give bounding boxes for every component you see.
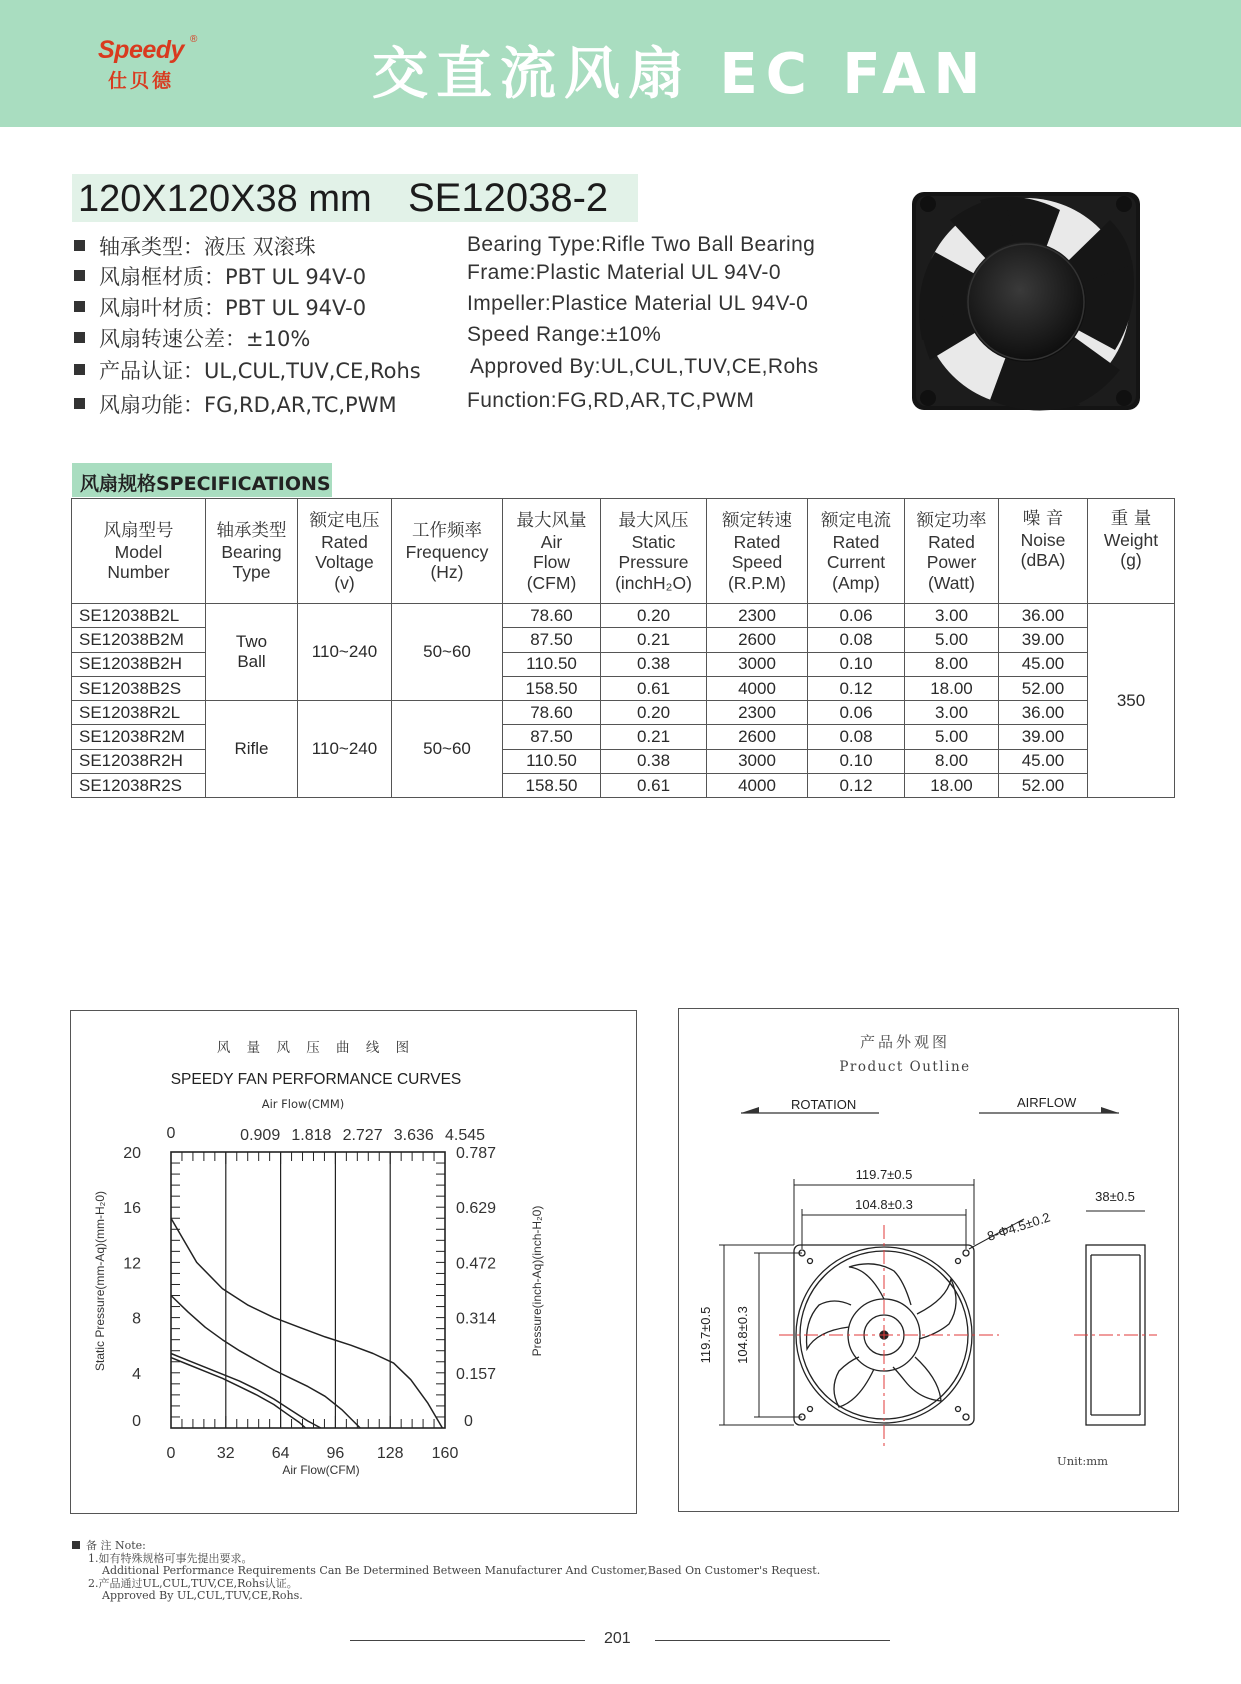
x2-tick-label: 3.636: [393, 1127, 434, 1144]
performance-curve-2: [171, 1354, 321, 1429]
note-line: Additional Performance Requirements Can Be Determined Between Manufacturer And Customer,Based On Customer's Request.: [102, 1564, 821, 1577]
chart-subtitle: SPEEDY FAN PERFORMANCE CURVES: [170, 1071, 462, 1088]
x-tick-label: 96: [326, 1445, 345, 1462]
cell-model: SE12038B2H: [72, 652, 206, 676]
x-tick-label: 0: [166, 1445, 176, 1462]
table-row: [72, 701, 1175, 725]
square-bullet-icon: [72, 1541, 80, 1549]
cell-voltage-group: 110~240: [298, 701, 392, 798]
cell-noise: 36.00: [999, 604, 1088, 628]
y2-tick-label: 0.314: [456, 1310, 497, 1328]
notes-section: [72, 1540, 820, 1603]
header-pressure: 最大风压 Static Pressure (inchH₂O): [601, 499, 707, 604]
outline-title-cn: 产品外观图: [859, 1033, 951, 1051]
cell-current: 0.08: [808, 725, 905, 749]
chart-x2-label: Air Flow(CMM): [261, 1097, 345, 1111]
x2-tick-label: 0.909: [240, 1127, 281, 1144]
chart-y2-label: Pressure(inch-Aq)(inch-H₂0): [530, 1205, 544, 1357]
unit-label: Unit:mm: [1057, 1454, 1109, 1468]
cell-noise: 45.00: [999, 749, 1088, 773]
cell-pressure: 0.20: [601, 701, 707, 725]
header-power: 额定功率 Rated Power (Watt): [905, 499, 999, 604]
footer-divider-left: [350, 1640, 585, 1641]
cell-current: 0.10: [808, 652, 905, 676]
cell-model: SE12038R2H: [72, 749, 206, 773]
cell-power: 3.00: [905, 701, 999, 725]
cell-current: 0.12: [808, 774, 905, 798]
header-current: 额定电流 Rated Current (Amp): [808, 499, 905, 604]
cell-flow: 78.60: [503, 701, 601, 725]
dim-outer-height: 119.7±0.5: [698, 1306, 713, 1364]
header-model: 风扇型号 Model Number: [72, 499, 206, 604]
cell-noise: 39.00: [999, 628, 1088, 652]
logo-chinese-name: 仕贝德: [108, 70, 175, 92]
header-speed: 额定转速 Rated Speed (R.P.M): [707, 499, 808, 604]
cell-flow: 158.50: [503, 774, 601, 798]
cell-bearing-group: Two Ball: [206, 604, 298, 701]
page-title: 交直流风扇 EC FAN: [372, 42, 989, 107]
dim-outer-width: 119.7±0.5: [855, 1167, 913, 1182]
cell-pressure: 0.20: [601, 604, 707, 628]
y-tick-label: 16: [123, 1200, 141, 1218]
spec-en-function: Function:FG,RD,AR,TC,PWM: [467, 389, 755, 412]
y2-tick-label: 0.787: [456, 1145, 497, 1162]
speedy-logo[interactable]: [92, 36, 212, 96]
cell-flow: 78.60: [503, 604, 601, 628]
performance-chart-panel: [70, 1010, 637, 1514]
x-tick-label: 64: [271, 1445, 290, 1462]
cell-power: 18.00: [905, 676, 999, 700]
fan-product-photo: [910, 190, 1150, 420]
y2-tick-label: 0.629: [456, 1200, 497, 1218]
spec-item-frame: 风扇框材质：PBT UL 94V-0: [74, 261, 366, 289]
performance-chart: [71, 1011, 638, 1515]
cell-model: SE12038R2L: [72, 701, 206, 725]
cell-model: SE12038B2S: [72, 676, 206, 700]
y2-tick-label: 0: [464, 1413, 473, 1430]
cell-speed: 3000: [707, 749, 808, 773]
cell-speed: 2300: [707, 604, 808, 628]
x-tick-label: 32: [216, 1445, 235, 1462]
cell-current: 0.06: [808, 604, 905, 628]
performance-curve-1: [171, 1358, 306, 1428]
x-tick-label: 128: [376, 1445, 404, 1462]
y-tick-label: 8: [132, 1310, 141, 1328]
cell-noise: 36.00: [999, 701, 1088, 725]
cell-speed: 2600: [707, 725, 808, 749]
chart-y-label: Static Pressure(mm-Aq)(mm-H₂0): [93, 1191, 107, 1371]
cell-pressure: 0.61: [601, 774, 707, 798]
cell-noise: 52.00: [999, 774, 1088, 798]
spec-item-bearing: 轴承类型：液压 双滚珠: [74, 231, 316, 259]
spec-item-function: 风扇功能：FG,RD,AR,TC,PWM: [74, 389, 397, 417]
spec-en-impeller: Impeller:Plastice Material UL 94V-0: [467, 292, 809, 315]
registered-mark: ®: [190, 34, 198, 45]
cell-voltage-group: 110~240: [298, 604, 392, 701]
cell-weight: 350: [1088, 604, 1175, 798]
cell-current: 0.10: [808, 749, 905, 773]
cell-speed: 2300: [707, 701, 808, 725]
cell-flow: 158.50: [503, 676, 601, 700]
cell-power: 3.00: [905, 604, 999, 628]
specifications-table: [71, 498, 1175, 798]
header-frequency: 工作频率 Frequency (Hz): [392, 499, 503, 604]
cell-noise: 39.00: [999, 725, 1088, 749]
header-noise: 噪 音 Noise (dBA): [999, 499, 1088, 604]
header-voltage: 额定电压 Rated Voltage (v): [298, 499, 392, 604]
cell-bearing-group: Rifle: [206, 701, 298, 798]
dim-inner-height: 104.8±0.3: [735, 1306, 750, 1364]
specifications-section-label: 风扇规格SPECIFICATIONS: [72, 463, 332, 497]
spec-en-approval: Approved By:UL,CUL,TUV,CE,Rohs: [470, 355, 819, 378]
notes-heading: 备 注 Note:: [86, 1539, 146, 1552]
square-bullet-icon: [74, 270, 85, 281]
spec-en-frame: Frame:Plastic Material UL 94V-0: [467, 261, 781, 284]
note-line: 2.产品通过UL,CUL,TUV,CE,Rohs认证。: [88, 1576, 298, 1590]
cell-noise: 52.00: [999, 676, 1088, 700]
square-bullet-icon: [74, 398, 85, 409]
cell-power: 8.00: [905, 749, 999, 773]
rotation-label: ROTATION: [791, 1097, 857, 1112]
dim-depth: 38±0.5: [1095, 1189, 1135, 1204]
table-header-row: [72, 499, 1175, 604]
chart-title: 风 量 风 压 曲 线 图: [216, 1040, 416, 1056]
cell-speed: 3000: [707, 652, 808, 676]
y-tick-label: 12: [123, 1255, 141, 1273]
x2-tick-label: 4.545: [444, 1127, 486, 1144]
cell-model: SE12038B2L: [72, 604, 206, 628]
table-row: [72, 604, 1175, 628]
spec-item-approval: 产品认证：UL,CUL,TUV,CE,Rohs: [74, 355, 421, 383]
note-line: Approved By UL,CUL,TUV,CE,Rohs.: [102, 1589, 303, 1602]
spec-en-bearing: Bearing Type:Rifle Two Ball Bearing: [467, 233, 816, 256]
cell-model: SE12038R2M: [72, 725, 206, 749]
cell-model: SE12038B2M: [72, 628, 206, 652]
cell-power: 5.00: [905, 725, 999, 749]
cell-noise: 45.00: [999, 652, 1088, 676]
cell-pressure: 0.38: [601, 749, 707, 773]
footer-divider-right: [655, 1640, 890, 1641]
cell-pressure: 0.38: [601, 652, 707, 676]
square-bullet-icon: [74, 364, 85, 375]
x2-tick-label: 0: [166, 1125, 176, 1142]
cell-current: 0.12: [808, 676, 905, 700]
cell-speed: 4000: [707, 676, 808, 700]
spec-item-speed: 风扇转速公差：±10%: [74, 323, 310, 351]
header-weight: 重 量 Weight (g): [1088, 499, 1175, 604]
spec-item-impeller: 风扇叶材质：PBT UL 94V-0: [74, 292, 366, 320]
cell-frequency-group: 50~60: [392, 701, 503, 798]
header-band: [0, 0, 1241, 127]
outline-title-en: Product Outline: [839, 1059, 971, 1075]
performance-curve-4: [171, 1218, 442, 1428]
cell-flow: 87.50: [503, 628, 601, 652]
note-line: 1.如有特殊规格可事先提出要求。: [88, 1551, 253, 1565]
product-outline-panel: [678, 1008, 1179, 1512]
cell-flow: 110.50: [503, 749, 601, 773]
cell-power: 5.00: [905, 628, 999, 652]
cell-flow: 87.50: [503, 725, 601, 749]
y2-tick-label: 0.472: [456, 1255, 497, 1273]
header-bearing: 轴承类型 Bearing Type: [206, 499, 298, 604]
cell-model: SE12038R2S: [72, 774, 206, 798]
y-tick-label: 0: [132, 1413, 141, 1430]
page-number: 201: [604, 1630, 631, 1647]
chart-x-label: Air Flow(CFM): [282, 1463, 360, 1477]
cell-power: 18.00: [905, 774, 999, 798]
y2-tick-label: 0.157: [456, 1365, 497, 1383]
square-bullet-icon: [74, 301, 85, 312]
x2-tick-label: 2.727: [342, 1127, 383, 1144]
cell-pressure: 0.61: [601, 676, 707, 700]
y-tick-label: 20: [123, 1145, 141, 1162]
chart-plot-area: [123, 1125, 496, 1462]
performance-curve-3: [171, 1296, 360, 1429]
square-bullet-icon: [74, 332, 85, 343]
cell-current: 0.06: [808, 701, 905, 725]
cell-current: 0.08: [808, 628, 905, 652]
cell-frequency-group: 50~60: [392, 604, 503, 701]
model-size: 120X120X38 mm: [78, 178, 372, 220]
x-tick-label: 160: [431, 1445, 459, 1462]
dimension-lines: [719, 1179, 1145, 1425]
cell-flow: 110.50: [503, 652, 601, 676]
spec-en-speed: Speed Range:±10%: [467, 323, 662, 346]
cell-pressure: 0.21: [601, 725, 707, 749]
cell-speed: 2600: [707, 628, 808, 652]
header-airflow: 最大风量 Air Flow (CFM): [503, 499, 601, 604]
x2-tick-label: 1.818: [291, 1127, 332, 1144]
dim-inner-width: 104.8±0.3: [855, 1197, 913, 1212]
product-outline-drawing: [679, 1009, 1180, 1513]
dim-mounting-holes: 8-Φ4.5±0.2: [985, 1209, 1052, 1244]
square-bullet-icon: [74, 240, 85, 251]
y-tick-label: 4: [132, 1365, 141, 1383]
cell-speed: 4000: [707, 774, 808, 798]
cell-pressure: 0.21: [601, 628, 707, 652]
model-code: SE12038-2: [408, 176, 609, 220]
airflow-label: AIRFLOW: [1017, 1095, 1077, 1110]
logo-wordmark: Speedy: [98, 36, 184, 64]
cell-power: 8.00: [905, 652, 999, 676]
